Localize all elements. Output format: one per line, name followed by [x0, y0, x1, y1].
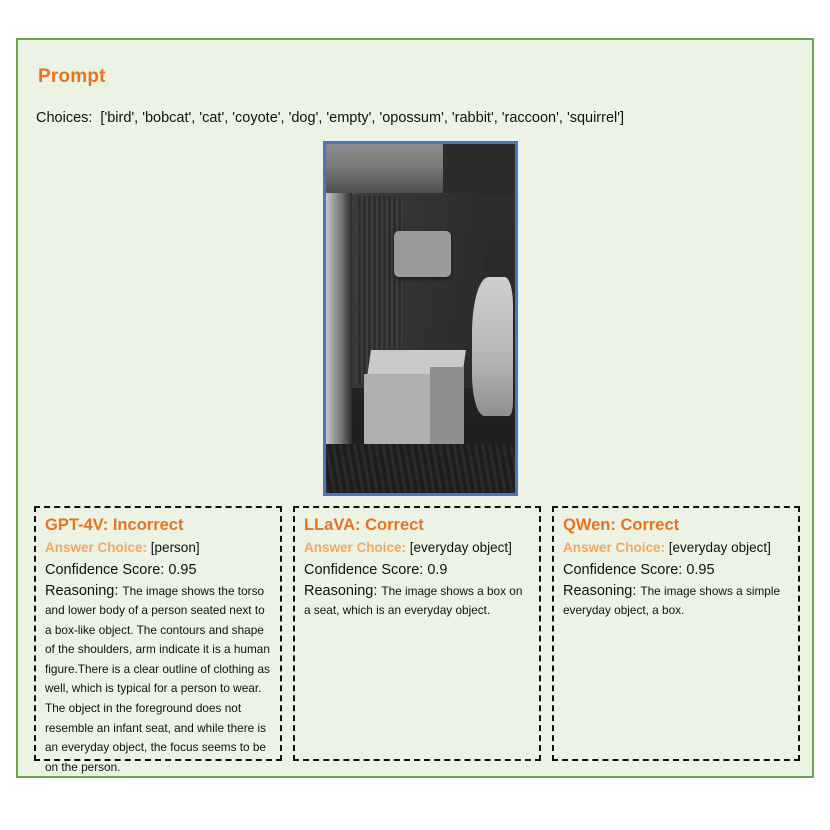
- photo-floor: [326, 444, 515, 493]
- model-card-qwen: [552, 506, 800, 761]
- confidence-value: 0.9: [427, 561, 448, 578]
- answer-label: Answer Choice:: [45, 539, 148, 555]
- photo-person: [472, 277, 514, 417]
- choices-row: [36, 110, 624, 126]
- answer-value: [everyday object]: [668, 539, 771, 555]
- reasoning-label: Reasoning:: [563, 582, 637, 599]
- confidence-value: 0.95: [168, 561, 197, 578]
- reasoning-label: Reasoning:: [45, 582, 119, 599]
- model-card-title: GPT-4V: Incorrect: [45, 516, 184, 534]
- model-card-title: QWen: Correct: [563, 516, 680, 534]
- prompt-image: [323, 141, 518, 496]
- photo-box-side: [430, 367, 464, 444]
- answer-row: [45, 540, 271, 557]
- photo-left-edge: [326, 193, 352, 444]
- confidence-value: 0.95: [686, 561, 715, 578]
- reasoning-label: Reasoning:: [304, 582, 378, 599]
- reasoning-text: The image shows a simple everyday object, a box.: [563, 583, 781, 618]
- photo-content: [326, 144, 515, 493]
- photo-sky-dark: [443, 144, 515, 196]
- confidence-row: [563, 562, 789, 578]
- answer-value: [everyday object]: [409, 539, 512, 555]
- answer-row: [304, 540, 530, 557]
- answer-row: [563, 540, 789, 557]
- reasoning-row: [45, 582, 271, 778]
- confidence-row: [304, 562, 530, 578]
- reasoning-text: The image shows the torso and lower body of a person seated next to a box-like object. The contours and shape of the shoulders, arm indicate it is a human figure.There is a clear outline of clothing as well, which is typical for a person to wear. The object in the foreground does not resemble an infant seat, and while there is an everyday object, the focus seems to be on the person.: [45, 583, 270, 774]
- model-card-title: LLaVA: Correct: [304, 516, 424, 534]
- model-answers: [34, 506, 800, 774]
- prompt-panel: [16, 38, 814, 778]
- model-card-gpt4v: [34, 506, 282, 774]
- reasoning-text: The image shows a box on a seat, which is an everyday object.: [304, 583, 523, 618]
- confidence-label: Confidence Score:: [304, 561, 424, 578]
- page-title: Prompt: [38, 66, 106, 87]
- confidence-row: [45, 562, 271, 578]
- model-card-llava: [293, 506, 541, 761]
- choices-label: Choices:: [36, 110, 93, 126]
- choices-value: ['bird', 'bobcat', 'cat', 'coyote', 'dog', 'empty', 'opossum', 'rabbit', 'raccoon', 'squirrel']: [100, 110, 625, 126]
- reasoning-row: [563, 582, 789, 621]
- answer-label: Answer Choice:: [563, 539, 666, 555]
- confidence-label: Confidence Score:: [563, 561, 683, 578]
- answer-value: [person]: [150, 539, 200, 555]
- photo-headrest: [394, 231, 451, 276]
- reasoning-row: [304, 582, 530, 621]
- confidence-label: Confidence Score:: [45, 561, 165, 578]
- answer-label: Answer Choice:: [304, 539, 407, 555]
